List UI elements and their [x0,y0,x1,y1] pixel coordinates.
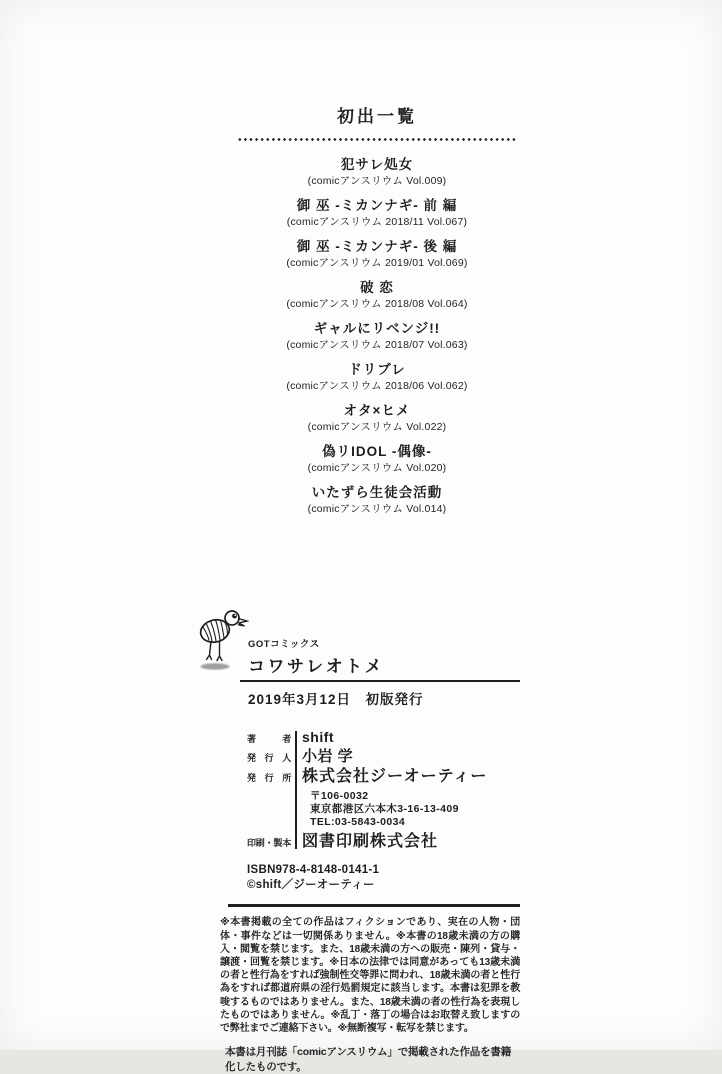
edition-line: 2019年3月12日 初版発行 [248,692,424,707]
colophon-block [220,600,520,1074]
work-source: (comicアンスリウム 2018/07 Vol.063) [286,339,468,351]
work-title: ドリブレ [348,362,406,377]
list-item [237,197,517,229]
work-source: (comicアンスリウム 2018/11 Vol.067) [286,216,468,228]
list-item [237,484,517,516]
credit-label: 著者 [247,734,291,744]
list-item [237,402,517,434]
credit-label: 発行人 [247,753,291,764]
credit-value: TEL:03-5843-0034 [310,815,406,828]
work-source: (comicアンスリウム 2018/06 Vol.062) [286,380,468,392]
credit-row-postal-code [247,790,520,802]
list-title: 初出一覧 [337,107,417,126]
list-item [237,156,517,188]
book-title: コワサレオトメ [248,657,384,676]
work-title: 犯サレ処女 [340,157,414,172]
credit-value: 図書印刷株式会社 [302,832,439,850]
isbn-block [247,863,520,893]
work-title: 御 巫 -ミカンナギ- 前 編 [296,198,458,213]
work-source: (comicアンスリウム 2019/01 Vol.069) [286,257,468,269]
work-title: オタ×ヒメ [343,403,411,418]
credit-label: 印刷・製本 [247,837,292,848]
list-item [237,238,517,270]
credits-table [247,729,520,851]
disclaimer-text: ※本書掲載の全ての作品はフィクションであり、実在の人物・団体・事件などは一切関係ありません。※本書の18歳未満の方の購入・閲覧を禁じます。また、18歳未満の方への販売・陳列・貸与・譲渡・回覧を禁じます。※日本の法律では同意があっても13歳未満の者と性行為をすれば強制性交等罪に問われ、18歳未満の者と性行為をすれば都道府県の淫行処罰規定に該当します。本書は犯罪を教唆するものではありません。また、18歳未満の者の性行為を表現したものではありません。※乱丁・落丁の場合はお取替え致しますので弊社までご連絡下さい。※無断複写・転写を禁じます。 [220,917,520,1034]
credit-label: 発行所 [247,773,291,784]
title-underline [240,680,520,682]
list-item [237,320,517,352]
credit-row-publisher-person [247,748,520,765]
serialization-note: 本書は月刊誌「comicアンスリウム」で掲載された作品を書籍化したものです。 [225,1046,512,1074]
credit-value: shift [302,729,335,745]
work-source: (comicアンスリウム 2018/08 Vol.064) [286,298,468,310]
work-title: ギャルにリベンジ!! [313,321,441,336]
credit-row-address [247,803,520,815]
list-item [237,443,517,475]
dotted-divider [237,138,517,141]
work-title: 御 巫 -ミカンナギ- 後 編 [296,239,458,254]
credit-row-author [247,729,520,745]
work-title: 破 恋 [360,280,394,295]
bird-sketch-icon [195,608,249,672]
work-source: (comicアンスリウム Vol.014) [307,503,447,515]
work-source: (comicアンスリウム Vol.022) [307,421,447,433]
credit-value: 株式会社ジーオーティー [302,768,488,786]
credit-value: 〒106-0032 [310,789,369,802]
work-source: (comicアンスリウム Vol.020) [307,462,447,474]
list-item [237,279,517,311]
first-publication-list [237,102,517,525]
copyright-line: ©shift／ジーオーティー [247,879,375,892]
work-title: 偽リIDOL -偶像- [322,444,432,459]
list-item [237,361,517,393]
isbn-number: ISBN978-4-8148-0141-1 [247,864,380,877]
work-title: いたずら生徒会活動 [311,485,443,500]
work-source: (comicアンスリウム Vol.009) [307,175,447,187]
credit-value: 東京都港区六本木3-16-13-409 [310,802,459,815]
section-divider [228,904,520,907]
credits-divider-line [295,731,297,849]
credit-value: 小岩 学 [302,748,354,766]
credit-row-publisher-company [247,768,520,786]
credit-row-telephone [247,816,520,828]
series-label: GOTコミックス [248,639,320,650]
credit-row-printing [247,833,520,851]
